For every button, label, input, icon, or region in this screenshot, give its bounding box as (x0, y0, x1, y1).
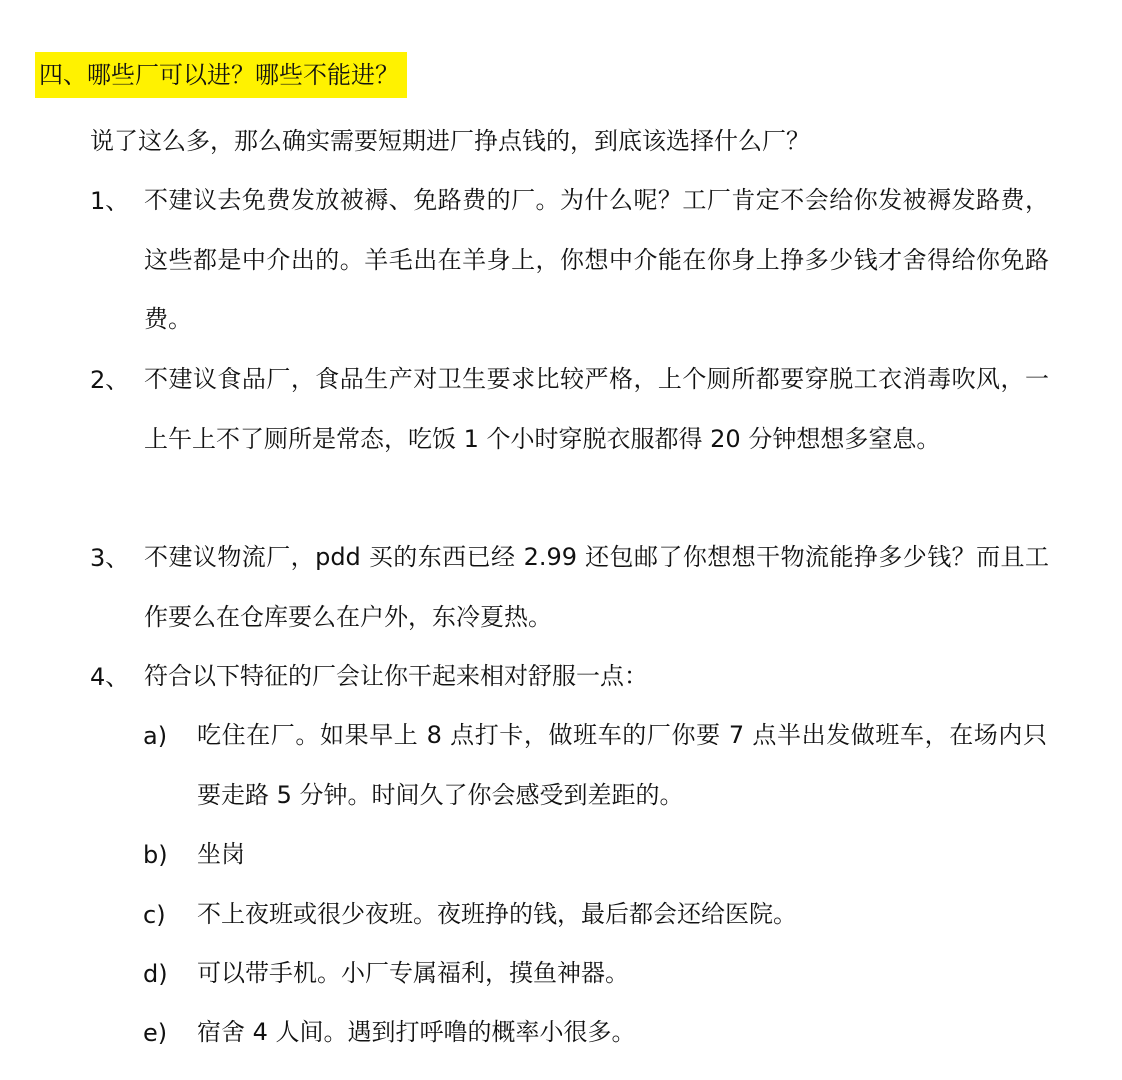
section-heading: 四、哪些厂可以进？哪些不能进？ (35, 52, 407, 98)
list-item-number: 2、 (90, 366, 130, 394)
sublist-item-letter: e) (143, 1019, 168, 1047)
sublist-item-letter: d) (143, 960, 168, 988)
sublist-item-text: 宿舍 4 人间。遇到打呼噜的概率小很多。 (197, 1018, 636, 1047)
sublist-item-letter: a) (143, 722, 168, 750)
sublist-item-text: 可以带手机。小厂专属福利，摸鱼神器。 (197, 959, 629, 988)
intro-paragraph: 说了这么多，那么确实需要短期进厂挣点钱的，到底该选择什么厂？ (90, 127, 810, 155)
list-item-number: 1、 (90, 187, 130, 215)
sublist-item-letter: b) (143, 841, 168, 869)
sublist-item-text: 吃住在厂。如果早上 8 点打卡，做班车的厂你要 7 点半出发做班车，在场内只要走路 5 分钟。时间久了你会感受到差距的。 (197, 721, 1047, 809)
sublist-item-letter: c) (143, 901, 166, 929)
list-item-number: 4、 (90, 663, 130, 691)
list-item-text: 不建议物流厂，pdd 买的东西已经 2.99 还包邮了你想想干物流能挣多少钱？而且工作要么在仓库要么在户外，东冷夏热。 (144, 543, 1049, 631)
list-item-text: 符合以下特征的厂会让你干起来相对舒服一点： (144, 662, 648, 691)
list-item-text: 不建议食品厂，食品生产对卫生要求比较严格，上个厕所都要穿脱工衣消毒吹风，一上午上不了厕所是常态，吃饭 1 个小时穿脱衣服都得 20 分钟想想多窒息。 (144, 365, 1049, 453)
sublist-item-text: 坐岗 (197, 840, 245, 869)
sublist-item-text: 不上夜班或很少夜班。夜班挣的钱，最后都会还给医院。 (197, 900, 797, 929)
list-item-text: 不建议去免费发放被褥、免路费的厂。为什么呢？工厂肯定不会给你发被褥发路费，这些都是中介出的。羊毛出在羊身上，你想中介能在你身上挣多少钱才舍得给你免路费。 (144, 186, 1049, 334)
list-item-number: 3、 (90, 544, 130, 572)
